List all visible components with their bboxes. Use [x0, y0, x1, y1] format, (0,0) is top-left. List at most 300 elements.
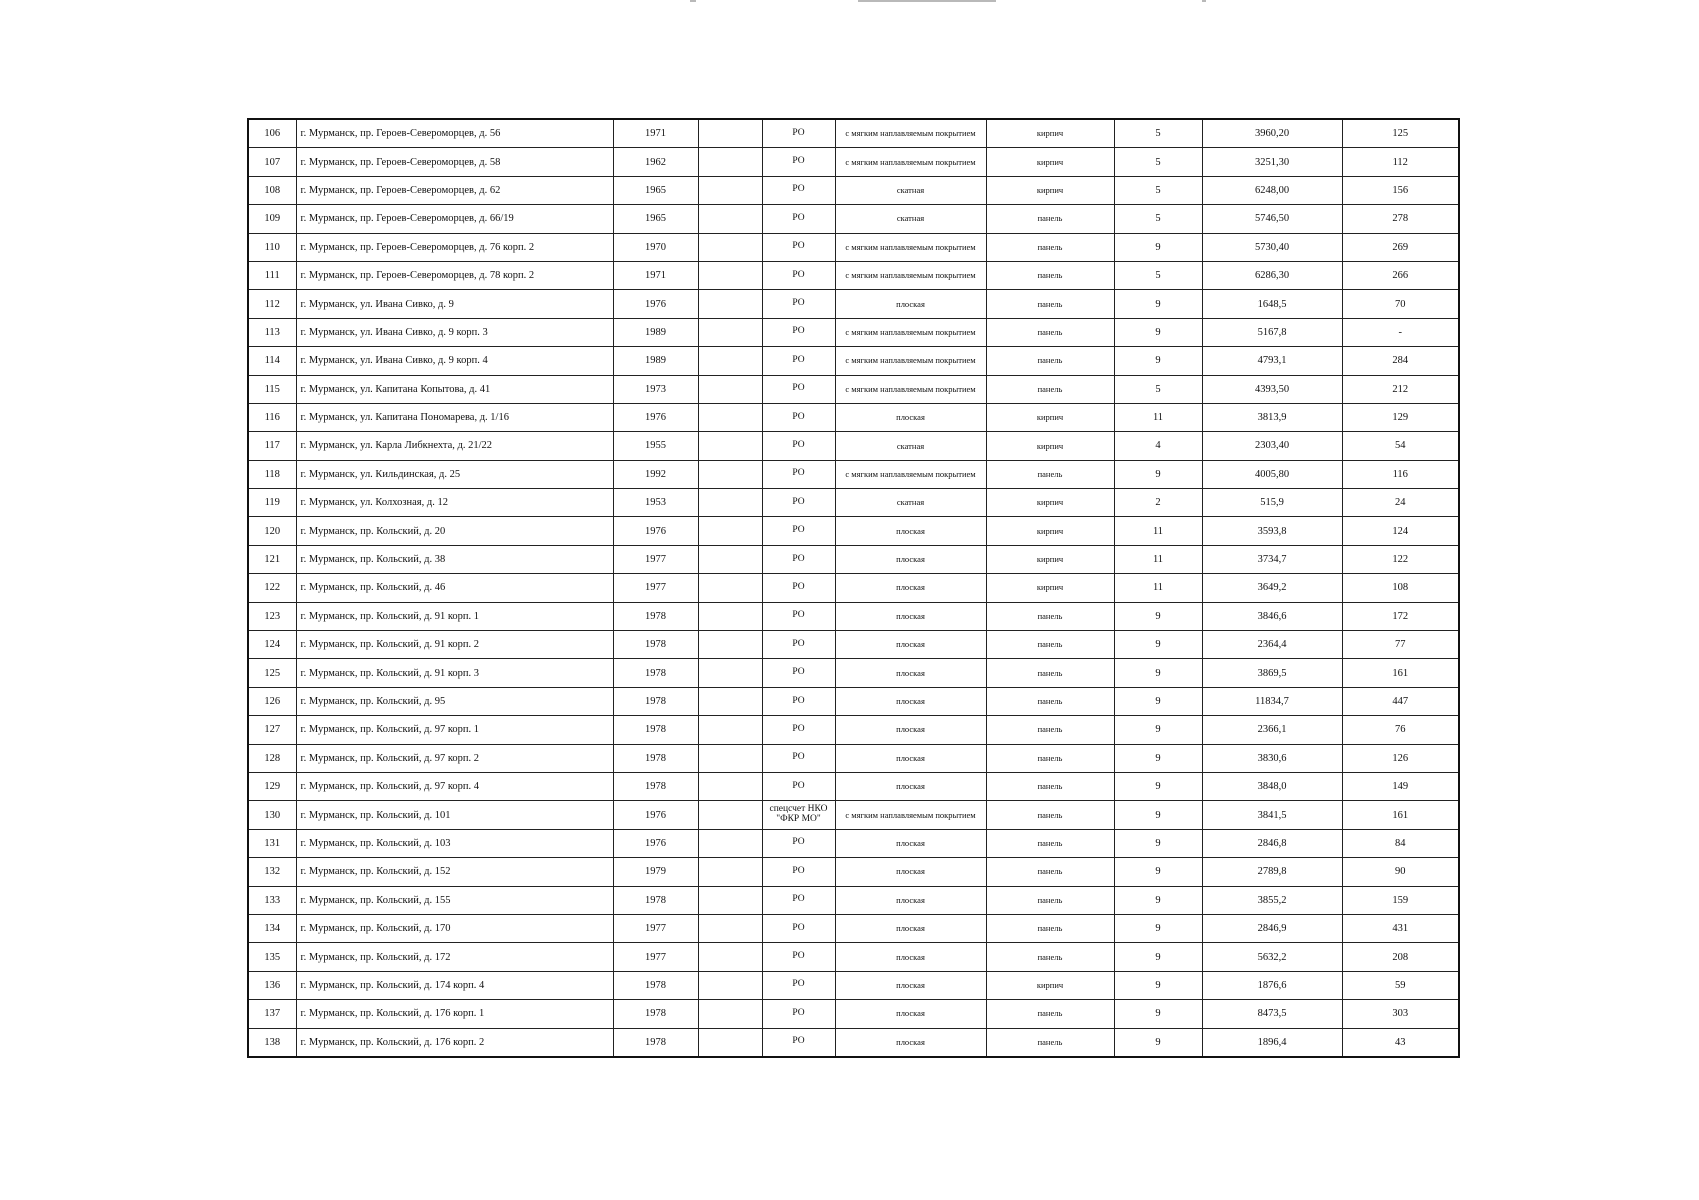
cell-wall-material: кирпич — [986, 574, 1114, 602]
cell-floors: 9 — [1114, 318, 1202, 346]
cell-area: 2364,4 — [1202, 631, 1342, 659]
cell-area: 3830,6 — [1202, 744, 1342, 772]
cell-year: 1962 — [613, 148, 698, 176]
cell-area: 5746,50 — [1202, 205, 1342, 233]
cell-roof-type: плоская — [835, 744, 986, 772]
cell-floors: 5 — [1114, 119, 1202, 148]
cell-residents: 76 — [1342, 716, 1459, 744]
cell-wall-material: панель — [986, 261, 1114, 289]
cell-year: 1971 — [613, 119, 698, 148]
cell-floors: 9 — [1114, 858, 1202, 886]
cell-address: г. Мурманск, пр. Кольский, д. 91 корп. 2 — [296, 631, 613, 659]
cell-number: 115 — [248, 375, 296, 403]
cell-fund: РО — [762, 687, 835, 715]
cell-roof-type: с мягким наплавляемым покрытием — [835, 460, 986, 488]
cell-area: 1896,4 — [1202, 1028, 1342, 1057]
cell-address: г. Мурманск, пр. Героев-Североморцев, д. 62 — [296, 176, 613, 204]
cell-address: г. Мурманск, ул. Капитана Пономарева, д. 1/16 — [296, 403, 613, 431]
cell-year: 1977 — [613, 574, 698, 602]
cell-empty — [698, 574, 762, 602]
cell-area: 1648,5 — [1202, 290, 1342, 318]
cell-floors: 11 — [1114, 403, 1202, 431]
cell-year: 1971 — [613, 261, 698, 289]
cell-fund: РО — [762, 1028, 835, 1057]
cell-roof-type: с мягким наплавляемым покрытием — [835, 318, 986, 346]
table-row — [248, 602, 1459, 630]
cell-fund: РО — [762, 261, 835, 289]
cell-year: 1978 — [613, 886, 698, 914]
cell-residents: 303 — [1342, 1000, 1459, 1028]
cell-year: 1978 — [613, 602, 698, 630]
cell-year: 1973 — [613, 375, 698, 403]
cell-roof-type: плоская — [835, 545, 986, 573]
cell-wall-material: панель — [986, 375, 1114, 403]
cell-residents: 43 — [1342, 1028, 1459, 1057]
cell-number: 118 — [248, 460, 296, 488]
cell-year: 1965 — [613, 205, 698, 233]
cell-roof-type: плоская — [835, 290, 986, 318]
cell-roof-type: плоская — [835, 574, 986, 602]
cell-fund: РО — [762, 858, 835, 886]
cell-empty — [698, 943, 762, 971]
cell-residents: 112 — [1342, 148, 1459, 176]
cell-roof-type: плоская — [835, 858, 986, 886]
cell-empty — [698, 489, 762, 517]
cell-address: г. Мурманск, пр. Героев-Североморцев, д. 78 корп. 2 — [296, 261, 613, 289]
table-row — [248, 403, 1459, 431]
cell-wall-material: панель — [986, 318, 1114, 346]
cell-area: 4793,1 — [1202, 347, 1342, 375]
cell-residents: 124 — [1342, 517, 1459, 545]
cell-residents: 161 — [1342, 659, 1459, 687]
cell-floors: 5 — [1114, 148, 1202, 176]
cell-fund: РО — [762, 1000, 835, 1028]
cell-number: 131 — [248, 829, 296, 857]
cell-wall-material: кирпич — [986, 432, 1114, 460]
cell-area: 515,9 — [1202, 489, 1342, 517]
cell-empty — [698, 517, 762, 545]
cell-fund: РО — [762, 602, 835, 630]
cell-fund: РО — [762, 460, 835, 488]
cell-fund: РО — [762, 403, 835, 431]
cell-empty — [698, 205, 762, 233]
cell-roof-type: с мягким наплавляемым покрытием — [835, 347, 986, 375]
cell-address: г. Мурманск, ул. Ивана Сивко, д. 9 — [296, 290, 613, 318]
cell-address: г. Мурманск, пр. Кольский, д. 155 — [296, 886, 613, 914]
cell-roof-type: скатная — [835, 176, 986, 204]
cell-residents: 129 — [1342, 403, 1459, 431]
table-row — [248, 148, 1459, 176]
cell-number: 116 — [248, 403, 296, 431]
cell-empty — [698, 545, 762, 573]
cell-residents: 125 — [1342, 119, 1459, 148]
cell-wall-material: панель — [986, 233, 1114, 261]
cell-number: 135 — [248, 943, 296, 971]
cell-wall-material: панель — [986, 347, 1114, 375]
cell-year: 1978 — [613, 631, 698, 659]
table-row — [248, 716, 1459, 744]
cell-address: г. Мурманск, пр. Героев-Североморцев, д. 56 — [296, 119, 613, 148]
cell-number: 127 — [248, 716, 296, 744]
cell-fund: РО — [762, 744, 835, 772]
cell-residents: 431 — [1342, 914, 1459, 942]
cell-address: г. Мурманск, пр. Кольский, д. 172 — [296, 943, 613, 971]
cell-roof-type: с мягким наплавляемым покрытием — [835, 148, 986, 176]
cell-roof-type: скатная — [835, 489, 986, 517]
cell-address: г. Мурманск, пр. Кольский, д. 152 — [296, 858, 613, 886]
cell-floors: 9 — [1114, 602, 1202, 630]
cell-area: 11834,7 — [1202, 687, 1342, 715]
cell-wall-material: панель — [986, 602, 1114, 630]
cell-roof-type: плоская — [835, 943, 986, 971]
table-row — [248, 460, 1459, 488]
cell-residents: 84 — [1342, 829, 1459, 857]
cell-number: 122 — [248, 574, 296, 602]
cell-area: 3848,0 — [1202, 772, 1342, 800]
table-row — [248, 233, 1459, 261]
cell-fund: РО — [762, 772, 835, 800]
cell-number: 119 — [248, 489, 296, 517]
table-row — [248, 176, 1459, 204]
cell-residents: 59 — [1342, 971, 1459, 999]
cell-number: 129 — [248, 772, 296, 800]
cell-number: 114 — [248, 347, 296, 375]
table-row — [248, 261, 1459, 289]
cell-floors: 11 — [1114, 545, 1202, 573]
cell-address: г. Мурманск, пр. Кольский, д. 20 — [296, 517, 613, 545]
cell-fund: РО — [762, 119, 835, 148]
cell-residents: 149 — [1342, 772, 1459, 800]
table-row — [248, 375, 1459, 403]
cell-fund: РО — [762, 971, 835, 999]
cell-floors: 11 — [1114, 574, 1202, 602]
cell-residents: 70 — [1342, 290, 1459, 318]
cell-floors: 9 — [1114, 631, 1202, 659]
cell-empty — [698, 659, 762, 687]
cell-fund: РО — [762, 176, 835, 204]
cell-fund: РО — [762, 432, 835, 460]
cell-wall-material: кирпич — [986, 119, 1114, 148]
cell-empty — [698, 1000, 762, 1028]
cell-floors: 9 — [1114, 886, 1202, 914]
cell-empty — [698, 971, 762, 999]
cell-roof-type: плоская — [835, 716, 986, 744]
cell-floors: 9 — [1114, 829, 1202, 857]
cell-wall-material: кирпич — [986, 971, 1114, 999]
cell-wall-material: панель — [986, 858, 1114, 886]
cell-empty — [698, 716, 762, 744]
cell-wall-material: панель — [986, 772, 1114, 800]
cell-empty — [698, 290, 762, 318]
cell-number: 106 — [248, 119, 296, 148]
cell-wall-material: панель — [986, 631, 1114, 659]
cell-area: 2846,9 — [1202, 914, 1342, 942]
cell-fund: спецсчет НКО "ФКР МО" — [762, 801, 835, 829]
cell-wall-material: панель — [986, 943, 1114, 971]
cell-roof-type: плоская — [835, 829, 986, 857]
cell-area: 2303,40 — [1202, 432, 1342, 460]
cell-empty — [698, 602, 762, 630]
cell-residents: 172 — [1342, 602, 1459, 630]
table-row — [248, 347, 1459, 375]
cell-floors: 9 — [1114, 801, 1202, 829]
cell-address: г. Мурманск, пр. Героев-Североморцев, д. 58 — [296, 148, 613, 176]
cell-empty — [698, 460, 762, 488]
cell-residents: 122 — [1342, 545, 1459, 573]
cell-area: 6286,30 — [1202, 261, 1342, 289]
cell-area: 3649,2 — [1202, 574, 1342, 602]
cell-wall-material: панель — [986, 1000, 1114, 1028]
cell-area: 4393,50 — [1202, 375, 1342, 403]
cell-wall-material: кирпич — [986, 148, 1114, 176]
cell-roof-type: с мягким наплавляемым покрытием — [835, 233, 986, 261]
cell-area: 3846,6 — [1202, 602, 1342, 630]
cell-address: г. Мурманск, пр. Кольский, д. 101 — [296, 801, 613, 829]
cell-roof-type: с мягким наплавляемым покрытием — [835, 261, 986, 289]
cell-roof-type: с мягким наплавляемым покрытием — [835, 801, 986, 829]
cell-fund: РО — [762, 290, 835, 318]
cell-number: 110 — [248, 233, 296, 261]
cell-empty — [698, 687, 762, 715]
cell-wall-material: панель — [986, 716, 1114, 744]
cell-roof-type: с мягким наплавляемым покрытием — [835, 375, 986, 403]
cell-number: 132 — [248, 858, 296, 886]
table-row — [248, 432, 1459, 460]
table-row — [248, 631, 1459, 659]
scan-mark-right — [1202, 0, 1206, 2]
cell-empty — [698, 432, 762, 460]
cell-fund: РО — [762, 829, 835, 857]
cell-roof-type: с мягким наплавляемым покрытием — [835, 119, 986, 148]
cell-year: 1976 — [613, 801, 698, 829]
cell-residents: 156 — [1342, 176, 1459, 204]
table-row — [248, 858, 1459, 886]
cell-year: 1977 — [613, 545, 698, 573]
cell-year: 1978 — [613, 1000, 698, 1028]
table-row — [248, 829, 1459, 857]
cell-residents: 77 — [1342, 631, 1459, 659]
cell-address: г. Мурманск, ул. Карла Либкнехта, д. 21/22 — [296, 432, 613, 460]
table-row — [248, 801, 1459, 829]
cell-year: 1976 — [613, 517, 698, 545]
cell-number: 128 — [248, 744, 296, 772]
cell-empty — [698, 403, 762, 431]
cell-fund: РО — [762, 347, 835, 375]
cell-address: г. Мурманск, пр. Героев-Североморцев, д. 76 корп. 2 — [296, 233, 613, 261]
cell-number: 124 — [248, 631, 296, 659]
cell-address: г. Мурманск, пр. Кольский, д. 91 корп. 1 — [296, 602, 613, 630]
cell-fund: РО — [762, 659, 835, 687]
cell-address: г. Мурманск, ул. Капитана Копытова, д. 41 — [296, 375, 613, 403]
cell-roof-type: плоская — [835, 517, 986, 545]
cell-address: г. Мурманск, пр. Кольский, д. 38 — [296, 545, 613, 573]
cell-address: г. Мурманск, ул. Ивана Сивко, д. 9 корп. 4 — [296, 347, 613, 375]
cell-year: 1978 — [613, 716, 698, 744]
cell-area: 5632,2 — [1202, 943, 1342, 971]
cell-year: 1953 — [613, 489, 698, 517]
scan-mark-center — [858, 0, 996, 2]
cell-area: 3593,8 — [1202, 517, 1342, 545]
cell-empty — [698, 772, 762, 800]
buildings-table — [247, 118, 1460, 1058]
cell-roof-type: плоская — [835, 914, 986, 942]
cell-residents: 284 — [1342, 347, 1459, 375]
cell-address: г. Мурманск, пр. Кольский, д. 174 корп. 4 — [296, 971, 613, 999]
cell-roof-type: плоская — [835, 1028, 986, 1057]
cell-address: г. Мурманск, пр. Кольский, д. 91 корп. 3 — [296, 659, 613, 687]
cell-wall-material: панель — [986, 205, 1114, 233]
table-row — [248, 1000, 1459, 1028]
cell-number: 107 — [248, 148, 296, 176]
cell-residents: 116 — [1342, 460, 1459, 488]
cell-number: 126 — [248, 687, 296, 715]
cell-empty — [698, 148, 762, 176]
cell-floors: 9 — [1114, 914, 1202, 942]
cell-area: 3855,2 — [1202, 886, 1342, 914]
cell-area: 3734,7 — [1202, 545, 1342, 573]
cell-number: 133 — [248, 886, 296, 914]
cell-roof-type: плоская — [835, 602, 986, 630]
cell-area: 8473,5 — [1202, 1000, 1342, 1028]
cell-empty — [698, 801, 762, 829]
cell-address: г. Мурманск, пр. Кольский, д. 46 — [296, 574, 613, 602]
cell-empty — [698, 744, 762, 772]
cell-floors: 5 — [1114, 261, 1202, 289]
cell-number: 108 — [248, 176, 296, 204]
cell-residents: 90 — [1342, 858, 1459, 886]
cell-floors: 9 — [1114, 687, 1202, 715]
cell-address: г. Мурманск, пр. Кольский, д. 170 — [296, 914, 613, 942]
cell-empty — [698, 914, 762, 942]
cell-address: г. Мурманск, пр. Кольский, д. 97 корп. 2 — [296, 744, 613, 772]
cell-floors: 9 — [1114, 716, 1202, 744]
cell-fund: РО — [762, 318, 835, 346]
cell-number: 137 — [248, 1000, 296, 1028]
cell-residents: - — [1342, 318, 1459, 346]
table-row — [248, 545, 1459, 573]
cell-year: 1977 — [613, 943, 698, 971]
cell-floors: 9 — [1114, 971, 1202, 999]
cell-year: 1989 — [613, 318, 698, 346]
cell-roof-type: скатная — [835, 205, 986, 233]
scan-mark-left — [690, 0, 696, 2]
cell-floors: 4 — [1114, 432, 1202, 460]
cell-residents: 54 — [1342, 432, 1459, 460]
table-row — [248, 517, 1459, 545]
cell-roof-type: плоская — [835, 659, 986, 687]
cell-fund: РО — [762, 375, 835, 403]
cell-fund: РО — [762, 943, 835, 971]
cell-roof-type: плоская — [835, 971, 986, 999]
cell-number: 113 — [248, 318, 296, 346]
cell-fund: РО — [762, 233, 835, 261]
cell-year: 1976 — [613, 290, 698, 318]
cell-year: 1977 — [613, 914, 698, 942]
cell-residents: 266 — [1342, 261, 1459, 289]
cell-floors: 11 — [1114, 517, 1202, 545]
cell-area: 2789,8 — [1202, 858, 1342, 886]
cell-fund: РО — [762, 205, 835, 233]
cell-number: 123 — [248, 602, 296, 630]
cell-empty — [698, 261, 762, 289]
cell-roof-type: плоская — [835, 631, 986, 659]
cell-residents: 278 — [1342, 205, 1459, 233]
cell-year: 1978 — [613, 744, 698, 772]
cell-fund: РО — [762, 574, 835, 602]
cell-year: 1978 — [613, 772, 698, 800]
cell-year: 1978 — [613, 659, 698, 687]
cell-address: г. Мурманск, пр. Героев-Североморцев, д. 66/19 — [296, 205, 613, 233]
cell-wall-material: панель — [986, 290, 1114, 318]
cell-residents: 447 — [1342, 687, 1459, 715]
cell-residents: 208 — [1342, 943, 1459, 971]
cell-year: 1976 — [613, 403, 698, 431]
cell-number: 121 — [248, 545, 296, 573]
cell-number: 130 — [248, 801, 296, 829]
cell-year: 1970 — [613, 233, 698, 261]
cell-area: 1876,6 — [1202, 971, 1342, 999]
cell-area: 4005,80 — [1202, 460, 1342, 488]
cell-empty — [698, 1028, 762, 1057]
cell-floors: 9 — [1114, 1028, 1202, 1057]
cell-number: 109 — [248, 205, 296, 233]
cell-wall-material: кирпич — [986, 489, 1114, 517]
cell-year: 1989 — [613, 347, 698, 375]
cell-area: 2846,8 — [1202, 829, 1342, 857]
cell-area: 5730,40 — [1202, 233, 1342, 261]
table-row — [248, 318, 1459, 346]
cell-address: г. Мурманск, пр. Кольский, д. 103 — [296, 829, 613, 857]
table-row — [248, 971, 1459, 999]
cell-floors: 9 — [1114, 659, 1202, 687]
cell-number: 117 — [248, 432, 296, 460]
cell-fund: РО — [762, 914, 835, 942]
table-row — [248, 914, 1459, 942]
table-row — [248, 772, 1459, 800]
cell-floors: 9 — [1114, 744, 1202, 772]
cell-roof-type: плоская — [835, 403, 986, 431]
cell-number: 112 — [248, 290, 296, 318]
cell-address: г. Мурманск, пр. Кольский, д. 97 корп. 4 — [296, 772, 613, 800]
cell-floors: 5 — [1114, 176, 1202, 204]
cell-wall-material: панель — [986, 914, 1114, 942]
cell-number: 120 — [248, 517, 296, 545]
cell-residents: 126 — [1342, 744, 1459, 772]
cell-year: 1976 — [613, 829, 698, 857]
cell-address: г. Мурманск, ул. Кильдинская, д. 25 — [296, 460, 613, 488]
cell-fund: РО — [762, 148, 835, 176]
cell-area: 5167,8 — [1202, 318, 1342, 346]
cell-area: 3841,5 — [1202, 801, 1342, 829]
table-row — [248, 290, 1459, 318]
cell-empty — [698, 176, 762, 204]
table-row — [248, 943, 1459, 971]
cell-wall-material: кирпич — [986, 517, 1114, 545]
cell-year: 1965 — [613, 176, 698, 204]
cell-empty — [698, 886, 762, 914]
cell-residents: 161 — [1342, 801, 1459, 829]
cell-empty — [698, 858, 762, 886]
table-row — [248, 119, 1459, 148]
cell-fund: РО — [762, 545, 835, 573]
cell-fund: РО — [762, 886, 835, 914]
cell-area: 3869,5 — [1202, 659, 1342, 687]
cell-address: г. Мурманск, пр. Кольский, д. 176 корп. 1 — [296, 1000, 613, 1028]
cell-floors: 9 — [1114, 290, 1202, 318]
cell-year: 1978 — [613, 687, 698, 715]
cell-area: 6248,00 — [1202, 176, 1342, 204]
cell-area: 2366,1 — [1202, 716, 1342, 744]
